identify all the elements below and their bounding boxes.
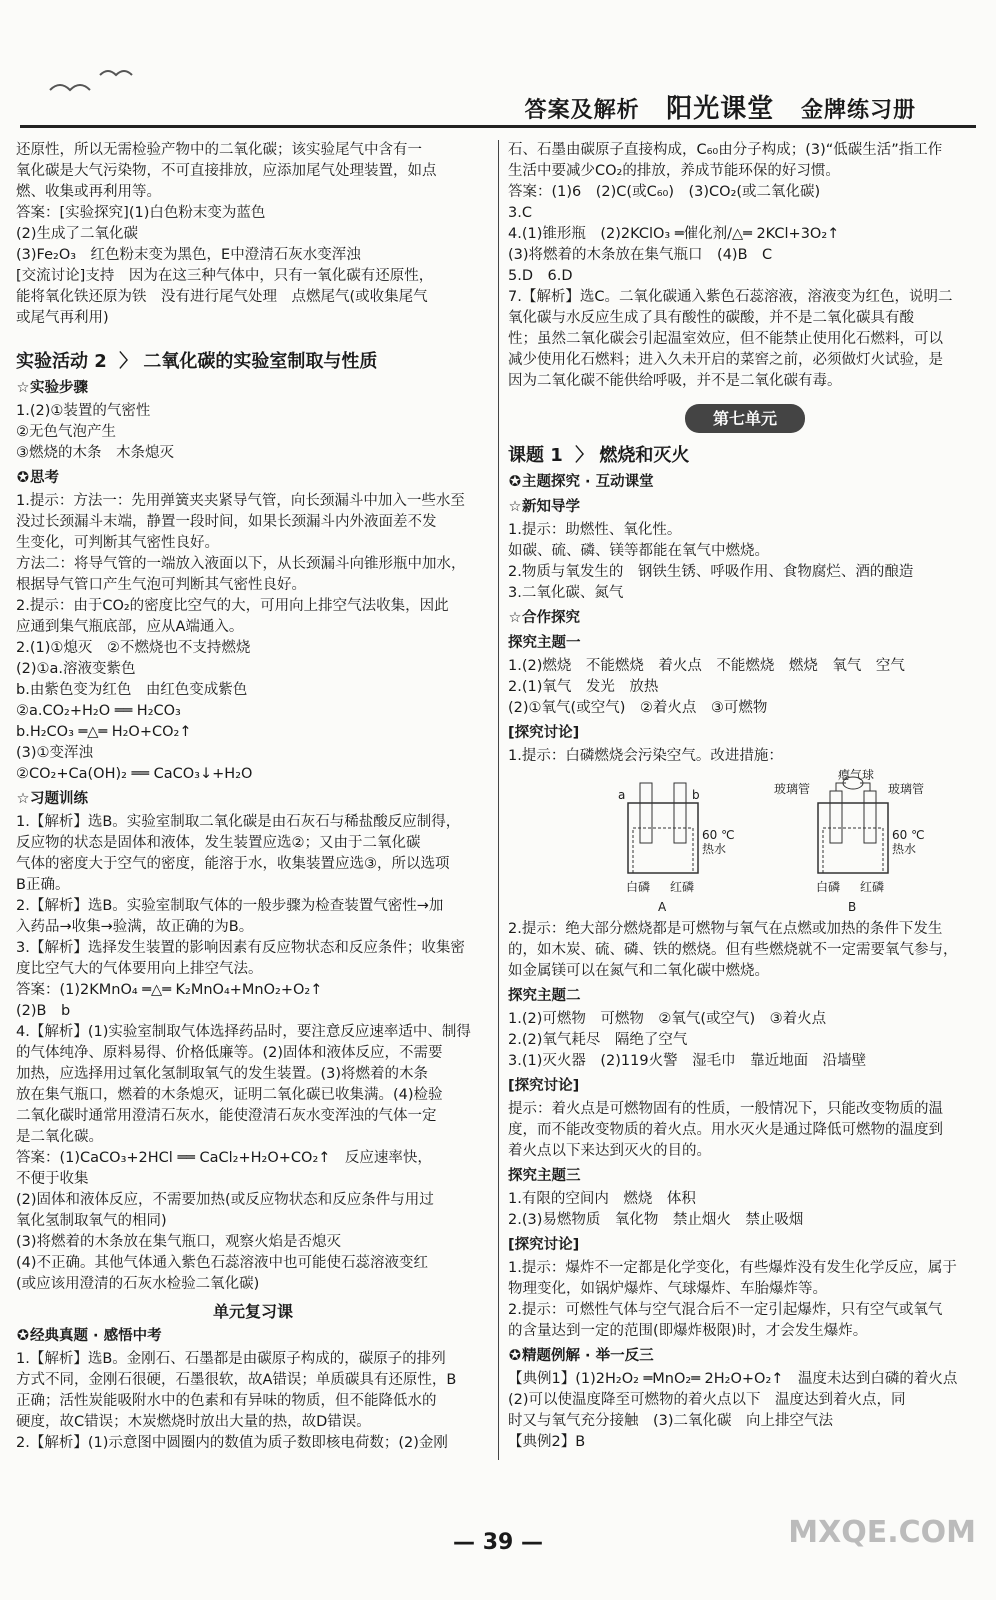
text-line: [交流讨论]支持 因为在这三种气体中，只有一氧化碳有还原性， bbox=[16, 268, 434, 284]
text-line: 还原性，所以无需检验产物中的二氧化碳；该实验尾气中含有一 bbox=[16, 142, 422, 158]
water-a: 热水 bbox=[702, 842, 727, 856]
discuss-title: [探究讨论] bbox=[508, 1078, 580, 1094]
text-line: ②a.CO₂+H₂O ══ H₂CO₃ bbox=[16, 703, 181, 719]
text-line: 3.C bbox=[508, 205, 532, 221]
text-line: (4)不正确。其他气体通入紫色石蕊溶液中也可能使石蕊溶液变红 bbox=[16, 1255, 429, 1271]
text-line: 氧化碳与水反应生成了具有酸性的碳酸，并不是二氧化碳具有酸 bbox=[508, 310, 914, 326]
text-line: 2.(1)①熄灭 ②不燃烧也不支持燃烧 bbox=[16, 640, 251, 656]
book-title: 金牌练习册 bbox=[800, 98, 916, 123]
text-line: 【典例1】(1)2H₂O₂ ═MnO₂═ 2H₂O+O₂↑ 温度未达到白磷的着火点 bbox=[508, 1371, 958, 1387]
text-line: (3)将燃着的木条放在集气瓶口 (4)B C bbox=[508, 247, 773, 263]
text-line: 答案：[实验探究](1)白色粉末变为蓝色 bbox=[16, 205, 266, 221]
text-line: 1.提示：方法一：先用弹簧夹夹紧导气管，向长颈漏斗中加入一些水至 bbox=[16, 493, 465, 509]
text-line: 生活中要减少CO₂的排放，养成节能环保的好习惯。 bbox=[508, 163, 840, 179]
text-line: 1.提示：爆炸不一定都是化学变化，有些爆炸没有发生化学反应，属于 bbox=[508, 1260, 957, 1276]
star-icon: ☆ bbox=[16, 791, 30, 807]
examples-title: 精题例解 · 举一反三 bbox=[522, 1348, 654, 1364]
text-line: (2)①氧气(或空气) ②着火点 ③可燃物 bbox=[508, 700, 768, 716]
topic3-title: 探究主题三 bbox=[508, 1168, 581, 1184]
text-line: (2)B b bbox=[16, 1003, 71, 1019]
classic-heading bbox=[16, 1326, 490, 1347]
text-line: (2)生成了二氧化碳 bbox=[16, 226, 139, 242]
temp-b: 60 ℃ bbox=[892, 828, 925, 842]
review-title: 单元复习课 bbox=[212, 1302, 293, 1321]
lesson-tag: 课题 1 bbox=[508, 445, 563, 466]
examples-heading bbox=[508, 1346, 982, 1367]
topic2-title: 探究主题二 bbox=[508, 988, 581, 1004]
text-line: 5.D 6.D bbox=[508, 268, 573, 284]
text-line: 硬度，故C错误；木炭燃烧时放出大量的热，故D错误。 bbox=[16, 1414, 371, 1430]
text-line: 根据导气管口产生气泡可判断其气密性良好。 bbox=[16, 577, 306, 593]
text-line: 4.【解析】(1)实验室制取气体选择药品时，要注意反应速率适中、制得 bbox=[16, 1024, 471, 1040]
text-line: 2.提示：绝大部分燃烧都是可燃物与氧气在点燃或加热的条件下发生 bbox=[508, 921, 943, 937]
explore-heading bbox=[508, 472, 982, 493]
text-line: 燃、收集或再利用等。 bbox=[16, 184, 161, 200]
text-line: 1.(2)可燃物 可燃物 ②氧气(或空气) ③着火点 bbox=[508, 1011, 827, 1027]
text-line: 3.二氧化碳、氮气 bbox=[508, 585, 624, 601]
left-column bbox=[16, 140, 490, 1454]
chevron-right-icon: 〉 bbox=[575, 445, 594, 466]
text-line: 气体的密度大于空气的密度，能溶于水，收集装置应选③，所以选项 bbox=[16, 856, 450, 872]
intro-block bbox=[16, 140, 490, 329]
text-line: 放在集气瓶口，燃着的木条熄灭，证明二氧化碳已收集满。(4)检验 bbox=[16, 1087, 443, 1103]
water-b: 热水 bbox=[892, 842, 917, 856]
topic1-title: 探究主题一 bbox=[508, 635, 581, 651]
text-line: 正确；活性炭能吸附水中的色素和有异味的物质，但不能降低水的 bbox=[16, 1393, 437, 1409]
explore-title: 主题探究 · 互动课堂 bbox=[522, 474, 654, 490]
text-line: 1.提示：助燃性、氧化性。 bbox=[508, 522, 682, 538]
discuss-title: [探究讨论] bbox=[508, 725, 580, 741]
text-line: 入药品→收集→验满，故正确的为B。 bbox=[16, 919, 254, 935]
text-line: 方法二：将导气管的一端放入液面以下，从长颈漏斗向锥形瓶中加水， bbox=[16, 556, 466, 572]
practice-title: 习题训练 bbox=[30, 791, 88, 807]
bird-icon bbox=[40, 60, 160, 120]
coop-title: 合作探究 bbox=[522, 610, 580, 626]
text-line: (3)①变浑浊 bbox=[16, 745, 94, 761]
star-icon: ☆ bbox=[508, 499, 522, 515]
glass-tube-right: 玻璃管 bbox=[888, 782, 925, 796]
text-line: 2.提示：由于CO₂的密度比空气的大，可用向上排空气法收集，因此 bbox=[16, 598, 449, 614]
text-line: 不便于收集 bbox=[16, 1171, 89, 1187]
text-line: 或尾气再利用) bbox=[16, 310, 109, 326]
column-divider bbox=[498, 140, 499, 1460]
text-line: 2.【解析】(1)示意图中圆圈内的数值为质子数即核电荷数；(2)金刚 bbox=[16, 1435, 448, 1451]
newknow-title: 新知导学 bbox=[522, 499, 580, 515]
star-icon: ☆ bbox=[16, 380, 30, 396]
text-line: 2.(3)易燃物质 氧化物 禁止烟火 禁止吸烟 bbox=[508, 1212, 804, 1228]
gear-icon: ✪ bbox=[508, 1348, 522, 1364]
text-line: (2)①a.溶液变紫色 bbox=[16, 661, 136, 677]
think-title: 思考 bbox=[30, 470, 59, 486]
text-line: (3)将燃着的木条放在集气瓶口，观察火焰是否熄灭 bbox=[16, 1234, 342, 1250]
text-line: 3.【解析】选择发生装置的影响因素有反应物状态和反应条件；收集密 bbox=[16, 940, 465, 956]
text-line: 2.【解析】选B。实验室制取气体的一般步骤为检查装置气密性→加 bbox=[16, 898, 444, 914]
text-line: 性；虽然二氧化碳会引起温室效应，但不能禁止使用化石燃料，可以 bbox=[508, 331, 943, 347]
page-header bbox=[0, 0, 996, 130]
text-line: 二氧化碳时通常用澄清石灰水，能使澄清石灰水变浑浊的气体一定 bbox=[16, 1108, 437, 1124]
text-line: 如金属镁可以在氮气和二氧化碳中燃烧。 bbox=[508, 963, 769, 979]
text-line: 的，如木炭、硫、磷、铁的燃烧。但有些燃烧就不一定需要氧气参与， bbox=[508, 942, 958, 958]
text-line: 没过长颈漏斗末端，静置一段时间，如果长颈漏斗内外液面差不发 bbox=[16, 514, 437, 530]
text-line: ②无色气泡产生 bbox=[16, 424, 116, 440]
text-line: b.由紫色变为红色 由红色变成紫色 bbox=[16, 682, 248, 698]
text-line: 石、石墨由碳原子直接构成，C₆₀由分子构成；(3)“低碳生活”指工作 bbox=[508, 142, 943, 158]
text-line: 7.【解析】选C。二氧化碳通入紫色石蕊溶液，溶液变为红色，说明二 bbox=[508, 289, 953, 305]
page-number: — 39 — bbox=[453, 1530, 543, 1555]
label-b: b bbox=[692, 788, 700, 802]
text-line: 反应物的状态是固体和液体，发生装置应选②；又由于二氧化碳 bbox=[16, 835, 421, 851]
header-rule bbox=[20, 125, 976, 128]
think-heading bbox=[16, 468, 490, 489]
red-p-a: 红磷 bbox=[670, 880, 695, 894]
text-line: 氧化氢制取氧气的相同) bbox=[16, 1213, 167, 1229]
text-line: 时又与氧气充分接触 (3)二氧化碳 向上排空气法 bbox=[508, 1413, 834, 1429]
white-p-a: 白磷 bbox=[626, 880, 651, 894]
text-line: b.H₂CO₃ ═△═ H₂O+CO₂↑ bbox=[16, 724, 192, 740]
text-line: 生变化，可判断其气密性良好。 bbox=[16, 535, 219, 551]
classic-title: 经典真题 · 感悟中考 bbox=[30, 1328, 162, 1344]
text-line: 2.(1)氧气 发光 放热 bbox=[508, 679, 659, 695]
text-line: 的含量达到一定的范围(即爆炸极限)时，才会发生爆炸。 bbox=[508, 1323, 868, 1339]
text-line: (或应该用澄清的石灰水检验二氧化碳) bbox=[16, 1276, 260, 1292]
text-line: 1.【解析】选B。实验室制取二氧化碳是由石灰石与稀盐酸反应制得， bbox=[16, 814, 461, 830]
lesson-heading bbox=[508, 445, 982, 466]
text-line: 减少使用化石燃料；进入久未开启的菜窖之前，必须做灯火试验，是 bbox=[508, 352, 943, 368]
activity-tag: 实验活动 2 bbox=[16, 351, 107, 372]
steps-title: 实验步骤 bbox=[30, 380, 88, 396]
text-line: 如碳、硫、磷、镁等都能在氧气中燃烧。 bbox=[508, 543, 769, 559]
text-line: 2.(2)氧气耗尽 隔绝了空气 bbox=[508, 1032, 688, 1048]
glass-tube-left: 玻璃管 bbox=[774, 782, 811, 796]
steps-heading bbox=[16, 378, 490, 399]
text-line: B正确。 bbox=[16, 877, 70, 893]
text-line: 1.(2)①装置的气密性 bbox=[16, 403, 151, 419]
text-line: 应通到集气瓶底部，应从A端通入。 bbox=[16, 619, 244, 635]
text-line: 着火点以下来达到灭火的目的。 bbox=[508, 1143, 711, 1159]
temp-a: 60 ℃ bbox=[702, 828, 735, 842]
newknow-heading bbox=[508, 497, 982, 518]
star-icon: ☆ bbox=[508, 610, 522, 626]
answer-label: 答案及解析 bbox=[524, 98, 640, 123]
text-line: (2)固体和液体反应，不需要加热(或反应物状态和反应条件与用过 bbox=[16, 1192, 434, 1208]
text-line: 度，而不能改变物质的着火点。用水灭火是通过降低可燃物的温度到 bbox=[508, 1122, 943, 1138]
brand-title: 阳光课堂 bbox=[666, 94, 775, 124]
gear-icon: ✪ bbox=[16, 1328, 30, 1344]
gear-icon: ✪ bbox=[508, 474, 522, 490]
text-line: 氧化碳是大气污染物，不可直接排放，应添加尾气处理装置，如点 bbox=[16, 163, 437, 179]
text-line: 能将氧化铁还原为铁 没有进行尾气处理 点燃尾气(或收集尾气 bbox=[16, 289, 428, 305]
activity-title: 二氧化碳的实验室制取与性质 bbox=[143, 351, 378, 372]
text-line: 答案：(1)CaCO₃+2HCl ══ CaCl₂+H₂O+CO₂↑ 反应速率快， bbox=[16, 1150, 432, 1166]
text-line: (2)可以使温度降至可燃物的着火点以下 温度达到着火点，同 bbox=[508, 1392, 906, 1408]
text-line: 物理变化，如锅炉爆炸、气球爆炸、车胎爆炸等。 bbox=[508, 1281, 827, 1297]
text-line: 1.【解析】选B。金刚石、石墨都是由碳原子构成的，碳原子的排列 bbox=[16, 1351, 446, 1367]
text-line: 4.(1)锥形瓶 (2)2KClO₃ ═催化剂/△═ 2KCl+3O₂↑ bbox=[508, 226, 840, 242]
discuss-title: [探究讨论] bbox=[508, 1237, 580, 1253]
text-line: 方式不同，金刚石很硬，石墨很软，故A错误；单质碳具有还原性，B bbox=[16, 1372, 457, 1388]
text-line: ③燃烧的木条 木条熄灭 bbox=[16, 445, 174, 461]
text-line: 因为二氧化碳不能供给呼吸，并不是二氧化碳有毒。 bbox=[508, 373, 842, 389]
caption-a: A bbox=[658, 900, 667, 914]
watermark-logo: MXQE.COM bbox=[788, 1515, 976, 1550]
white-p-b: 白磷 bbox=[816, 880, 841, 894]
text-line: 提示：着火点是可燃物固有的性质，一般情况下，只能改变物质的温 bbox=[508, 1101, 943, 1117]
text-line: 加热，应选择用过氧化氢制取氧气的发生装置。(3)将燃着的木条 bbox=[16, 1066, 429, 1082]
text-line: 【典例2】B bbox=[508, 1434, 586, 1450]
text-line: 1.提示：白磷燃烧会污染空气。改进措施： bbox=[508, 748, 783, 764]
text-line: 3.(1)灭火器 (2)119火警 湿毛巾 靠近地面 沿墙壁 bbox=[508, 1053, 867, 1069]
text-line: 度比空气大的气体要用向上排空气法。 bbox=[16, 961, 263, 977]
unit-badge: 第七单元 bbox=[685, 404, 805, 433]
text-line: 2.物质与氧发生的 钢铁生锈、呼吸作用、食物腐烂、酒的酿造 bbox=[508, 564, 914, 580]
text-line: 1.有限的空间内 燃烧 体积 bbox=[508, 1191, 696, 1207]
text-line: 2.提示：可燃性气体与空气混合后不一定引起爆炸，只有空气或氧气 bbox=[508, 1302, 943, 1318]
label-a: a bbox=[618, 788, 626, 802]
balloon-label: 瘪气球 bbox=[838, 768, 875, 782]
text-line: (3)Fe₂O₃ 红色粉末变为黑色，E中澄清石灰水变浑浊 bbox=[16, 247, 361, 263]
activity-heading bbox=[16, 351, 490, 372]
right-column bbox=[508, 140, 982, 1453]
practice-heading bbox=[16, 789, 490, 810]
caption-b: B bbox=[848, 900, 857, 914]
chevron-right-icon: 〉 bbox=[119, 351, 138, 372]
text-line: 答案：(1)2KMnO₄ ═△═ K₂MnO₄+MnO₂+O₂↑ bbox=[16, 982, 323, 998]
bulb-icon: ✪ bbox=[16, 470, 30, 486]
coop-heading bbox=[508, 608, 982, 629]
red-p-b: 红磷 bbox=[860, 880, 885, 894]
text-line: ②CO₂+Ca(OH)₂ ══ CaCO₃↓+H₂O bbox=[16, 766, 253, 782]
header-titles bbox=[507, 88, 916, 125]
lesson-title: 燃烧和灭火 bbox=[599, 445, 690, 466]
text-line: 是二氧化碳。 bbox=[16, 1129, 103, 1145]
text-line: 的气体纯净、原料易得、价格低廉等。(2)固体和液体反应，不需要 bbox=[16, 1045, 443, 1061]
apparatus-figure bbox=[588, 768, 948, 914]
text-line: 1.(2)燃烧 不能燃烧 着火点 不能燃烧 燃烧 氧气 空气 bbox=[508, 658, 905, 674]
text-line: 答案：(1)6 (2)C(或C₆₀) (3)CO₂(或二氧化碳) bbox=[508, 184, 821, 200]
